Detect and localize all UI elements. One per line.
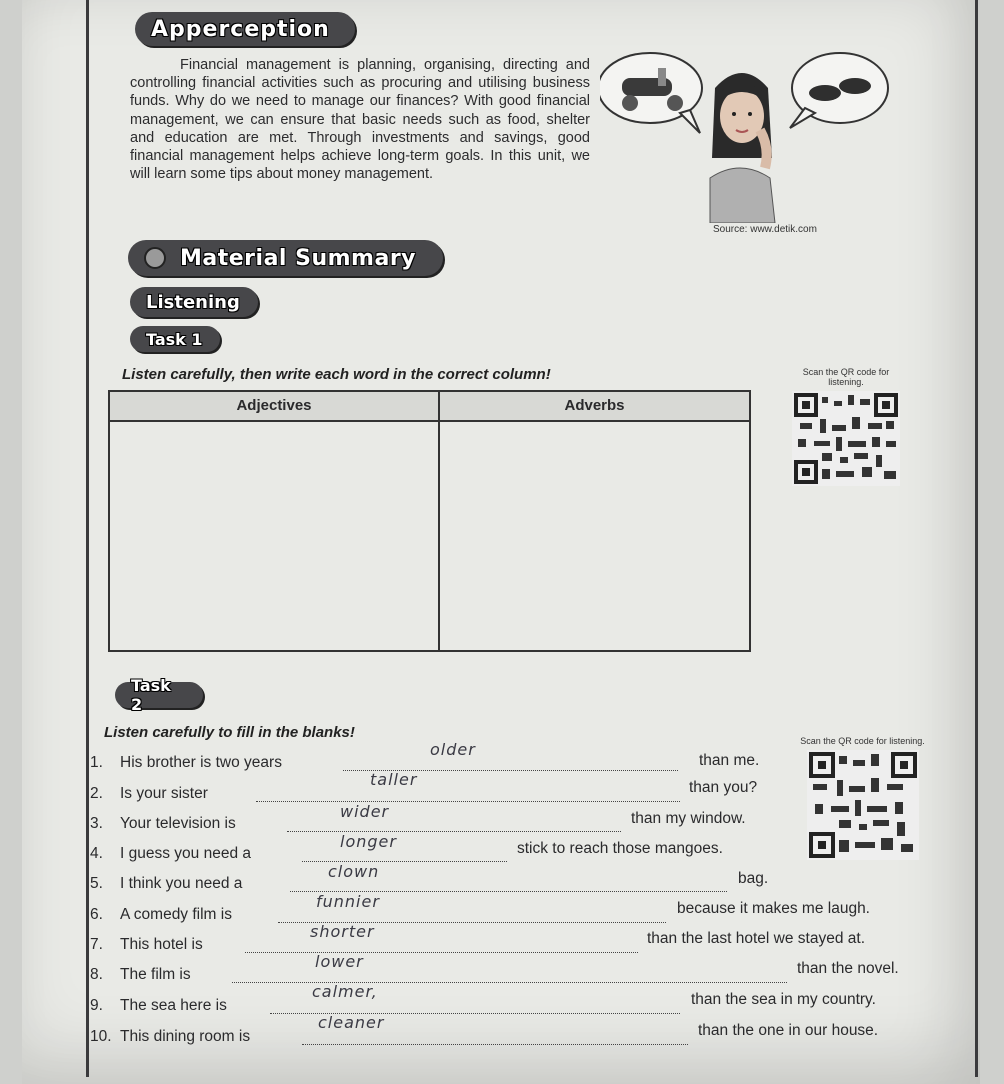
list-item: 5. I think you need a bbox=[90, 875, 243, 892]
column-adverbs: Adverbs bbox=[564, 397, 625, 414]
handwritten-answer: older bbox=[430, 740, 476, 759]
apperception-heading: Apperception bbox=[135, 12, 355, 46]
section-marker-icon bbox=[144, 247, 166, 269]
handwritten-answer: wider bbox=[340, 802, 390, 821]
list-item: 3. Your television is bbox=[90, 815, 236, 832]
handwritten-answer: shorter bbox=[310, 922, 375, 941]
task2-qr-block bbox=[800, 736, 925, 860]
sentence-end: than the novel. bbox=[797, 960, 899, 977]
handwritten-answer: funnier bbox=[316, 892, 380, 911]
task2-instruction: Listen carefully to fill in the blanks! bbox=[104, 724, 355, 741]
answer-blank[interactable] bbox=[302, 847, 507, 862]
answer-blank[interactable] bbox=[245, 938, 638, 953]
sentence-end: than the last hotel we stayed at. bbox=[647, 930, 865, 947]
qr-caption: Scan the QR code for listening. bbox=[800, 736, 925, 746]
handwritten-answer: lower bbox=[315, 952, 364, 971]
sentence-end: than the one in our house. bbox=[698, 1022, 879, 1039]
answer-blank[interactable] bbox=[287, 817, 621, 832]
task2-label: Task 2 bbox=[115, 682, 203, 708]
answer-blank[interactable] bbox=[343, 756, 678, 771]
column-divider bbox=[438, 392, 440, 650]
intro-paragraph: Financial management is planning, organising, directing and controlling financial activities such as procuring and utilising business funds. Why do we need to manage our finances? With good financial management, we can ensure that basic needs such as food, shelter and education are met. Through investments and savings, good financial management helps achieve long-term goals. In this unit, we will learn some tips about money management. bbox=[130, 57, 590, 183]
answer-blank[interactable] bbox=[270, 999, 680, 1014]
handwritten-answer: longer bbox=[340, 832, 397, 851]
sentence-end: because it makes me laugh. bbox=[677, 900, 870, 917]
answer-blank[interactable] bbox=[256, 787, 680, 802]
list-item: 10. This dining room is bbox=[90, 1028, 251, 1045]
handwritten-answer: cleaner bbox=[318, 1013, 385, 1032]
list-item: 4. I guess you need a bbox=[90, 845, 251, 862]
qr-code-icon[interactable] bbox=[807, 750, 919, 860]
task1-qr-block bbox=[786, 367, 906, 486]
task1-label: Task 1 bbox=[130, 326, 220, 352]
list-item: 1. His brother is two years bbox=[90, 754, 282, 771]
sentence-end: than the sea in my country. bbox=[691, 991, 876, 1008]
listening-heading: Listening bbox=[130, 287, 258, 317]
sentence-end: than you? bbox=[689, 779, 758, 796]
image-source: Source: www.detik.com bbox=[713, 224, 817, 235]
sentence-end: than me. bbox=[699, 752, 760, 769]
task1-instruction: Listen carefully, then write each word in the correct column! bbox=[122, 366, 551, 383]
handwritten-answer: calmer, bbox=[312, 982, 378, 1001]
list-item: 7. This hotel is bbox=[90, 936, 203, 953]
list-item: 6. A comedy film is bbox=[90, 906, 232, 923]
sentence-end: bag. bbox=[738, 870, 769, 887]
list-item: 2. Is your sister bbox=[90, 785, 208, 802]
task1-table bbox=[108, 390, 751, 652]
girl-thinking-illustration bbox=[600, 48, 890, 223]
sentence-end: than my window. bbox=[631, 810, 746, 827]
sentence-end: stick to reach those mangoes. bbox=[517, 840, 723, 857]
qr-caption: Scan the QR code for listening. bbox=[802, 367, 890, 387]
column-adjectives: Adjectives bbox=[236, 397, 312, 414]
answer-blank[interactable] bbox=[302, 1030, 688, 1045]
list-item: 8. The film is bbox=[90, 966, 191, 983]
qr-code-icon[interactable] bbox=[792, 391, 900, 486]
material-summary-heading: Material Summary bbox=[128, 240, 443, 276]
handwritten-answer: taller bbox=[370, 770, 418, 789]
list-item: 9. The sea here is bbox=[90, 997, 227, 1014]
handwritten-answer: clown bbox=[328, 862, 380, 881]
